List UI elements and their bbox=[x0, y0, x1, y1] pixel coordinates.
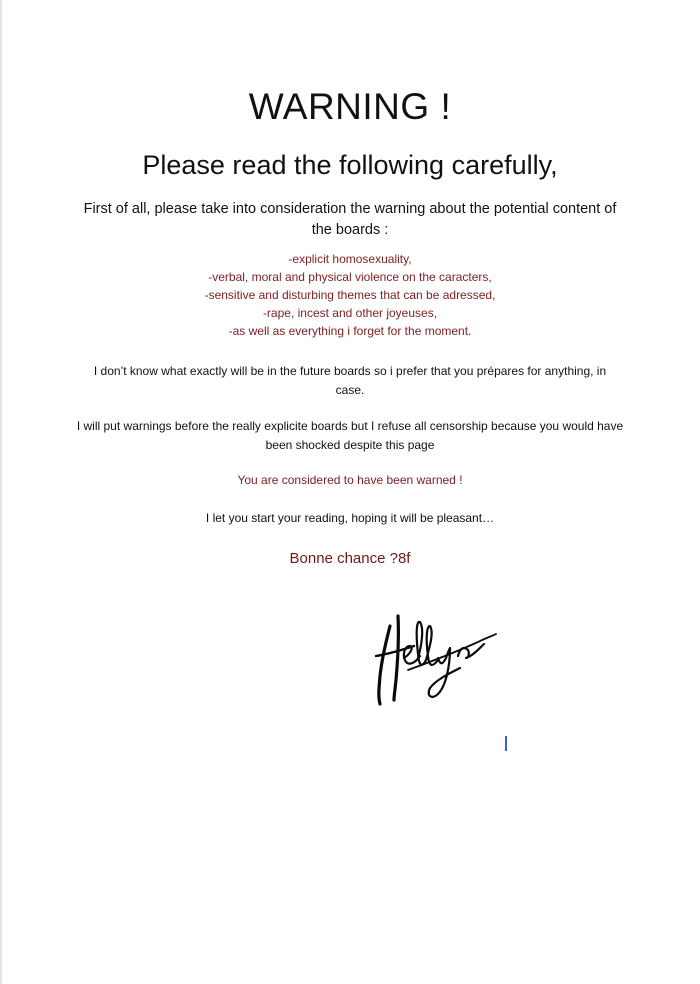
censorship-paragraph: I will put warnings before the really explicite boards but I refuse all censorship because you would have been shocked despite this page bbox=[76, 419, 624, 452]
future-boards-paragraph: I don’t know what exactly will be in the future boards so i prefer that you prépares for anything, in case. bbox=[93, 364, 607, 397]
warning-item: -as well as everything i forget for the moment. bbox=[228, 324, 472, 338]
handwritten-signature bbox=[368, 596, 504, 712]
text-cursor bbox=[505, 736, 507, 751]
content-warning-list bbox=[0, 250, 700, 340]
closing-line: Bonne chance ?8f bbox=[289, 550, 411, 567]
warning-item: -rape, incest and other joyeuses, bbox=[262, 306, 438, 320]
subtitle: Please read the following carefully, bbox=[142, 150, 558, 180]
warning-item: -verbal, moral and physical violence on the caracters, bbox=[208, 270, 492, 284]
warning-title: WARNING ! bbox=[248, 86, 452, 127]
warning-item: -explicit homosexuality, bbox=[288, 252, 412, 266]
intro-paragraph: First of all, please take into consideration the warning about the potential content of the boards : bbox=[83, 201, 617, 238]
start-reading-line: I let you start your reading, hoping it will be pleasant… bbox=[205, 511, 495, 525]
warning-item: -sensitive and disturbing themes that can be adressed, bbox=[204, 288, 496, 302]
warned-notice: You are considered to have been warned ! bbox=[237, 473, 463, 487]
